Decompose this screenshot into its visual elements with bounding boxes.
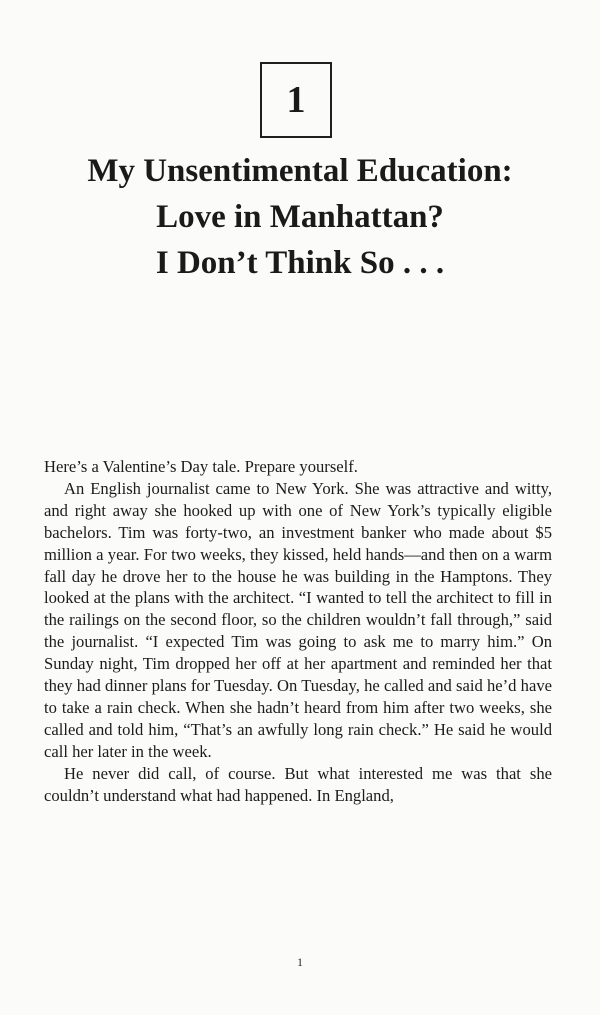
chapter-title-line-1: My Unsentimental Education:: [87, 153, 513, 189]
body-text: [44, 456, 552, 807]
page-number: 1: [297, 955, 303, 969]
paragraph-2: An English journalist came to New York. She was attractive and witty, and right away she hooked up with one of New York’s typically eligible bachelors. Tim was forty-two, an investment banker who made about $5 million a year. For two weeks, they kissed, held hands—and then on a warm fall day he drove her to the house he was building in the Hamptons. They looked at the plans with the architect. “I wanted to tell the architect to fill in the railings on the second floor, so the children wouldn’t fall through,” said the journalist. “I expected Tim was going to ask me to marry him.” On Sunday night, Tim dropped her off at her apartment and reminded her that they had dinner plans for Tuesday. On Tuesday, he called and said he’d have to take a rain check. When she hadn’t heard from him after two weeks, she called and told him, “That’s an awfully long rain check.” He said he would call her later in the week.: [44, 478, 552, 761]
chapter-number-box: [260, 62, 332, 138]
chapter-title-line-3: I Don’t Think So . . .: [155, 245, 445, 281]
paragraph-3: He never did call, of course. But what interested me was that she couldn’t understand what had happened. In England,: [44, 763, 552, 805]
chapter-number: 1: [286, 79, 306, 121]
paragraph-1: Here’s a Valentine’s Day tale. Prepare yourself.: [44, 457, 358, 476]
chapter-title-line-2: Love in Manhattan?: [156, 199, 444, 235]
chapter-title: [0, 148, 600, 286]
